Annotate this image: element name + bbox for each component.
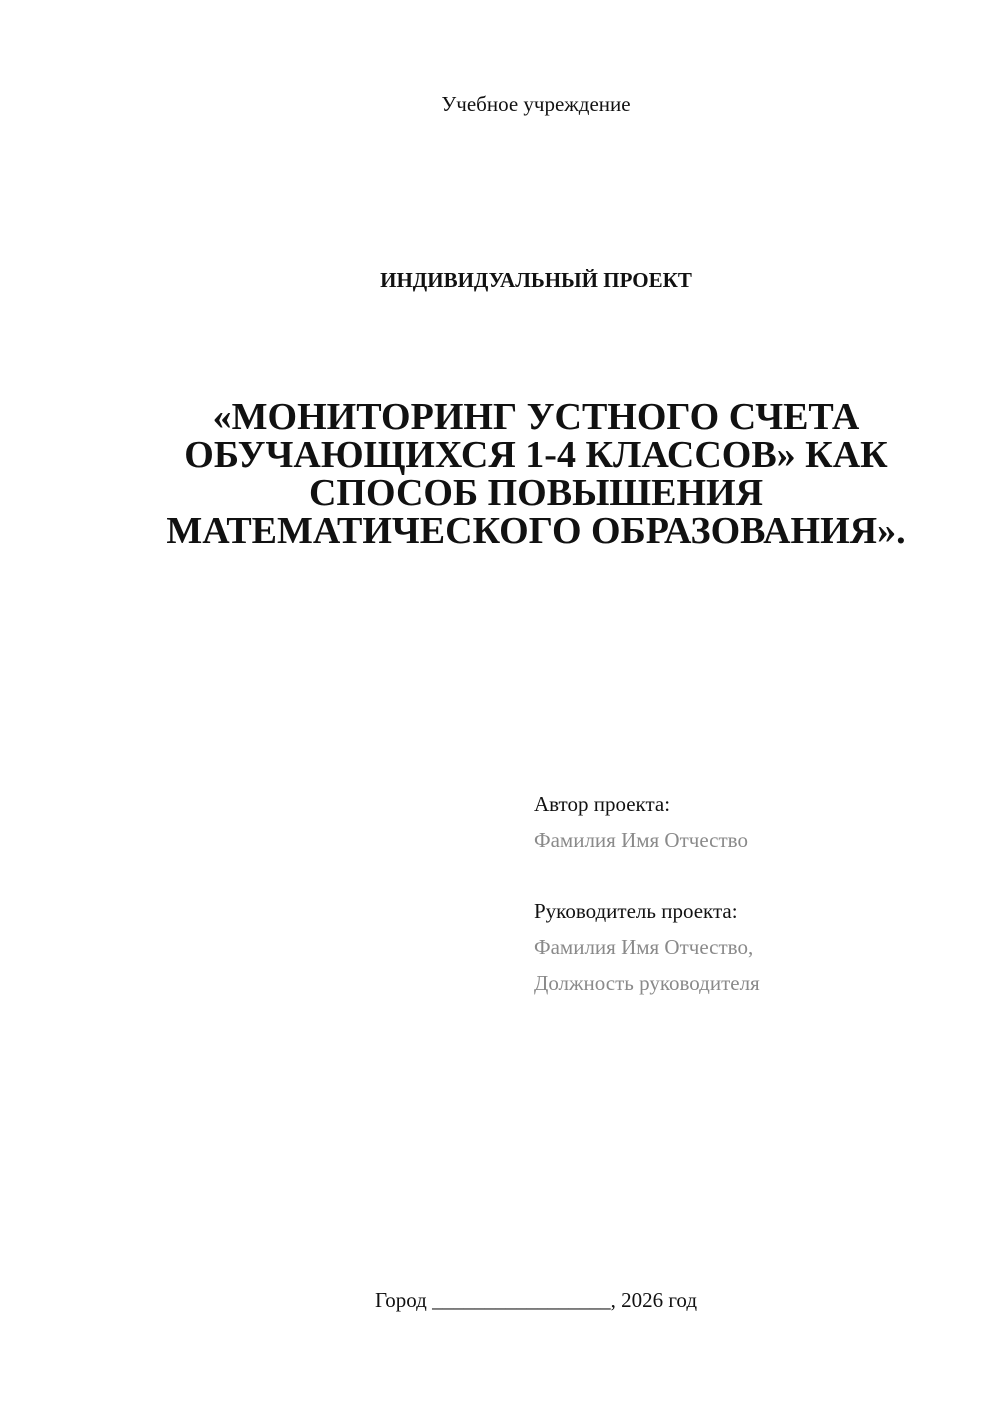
title-line: «МОНИТОРИНГ УСТНОГО СЧЕТА <box>212 396 860 438</box>
supervisor-position: Должность руководителя <box>534 971 760 995</box>
supervisor-label: Руководитель проекта: <box>534 899 738 923</box>
project-title <box>120 398 952 550</box>
title-line: СПОСОБ ПОВЫШЕНИЯ <box>308 472 764 514</box>
author-name: Фамилия Имя Отчество <box>534 828 748 852</box>
author-label: Автор проекта: <box>534 792 671 816</box>
institution-name: Учебное учреждение <box>441 92 631 116</box>
title-line: МАТЕМАТИЧЕСКОГО ОБРАЗОВАНИЯ». <box>166 510 906 552</box>
title-line: ОБУЧАЮЩИХСЯ 1-4 КЛАССОВ» КАК <box>184 434 888 476</box>
author-block <box>534 786 748 858</box>
supervisor-name: Фамилия Имя Отчество, <box>534 935 754 959</box>
supervisor-block <box>534 893 760 1001</box>
project-type-heading: ИНДИВИДУАЛЬНЫЙ ПРОЕКТ <box>380 268 692 292</box>
city-year-footer: Город _________________, 2026 год <box>374 1288 698 1312</box>
